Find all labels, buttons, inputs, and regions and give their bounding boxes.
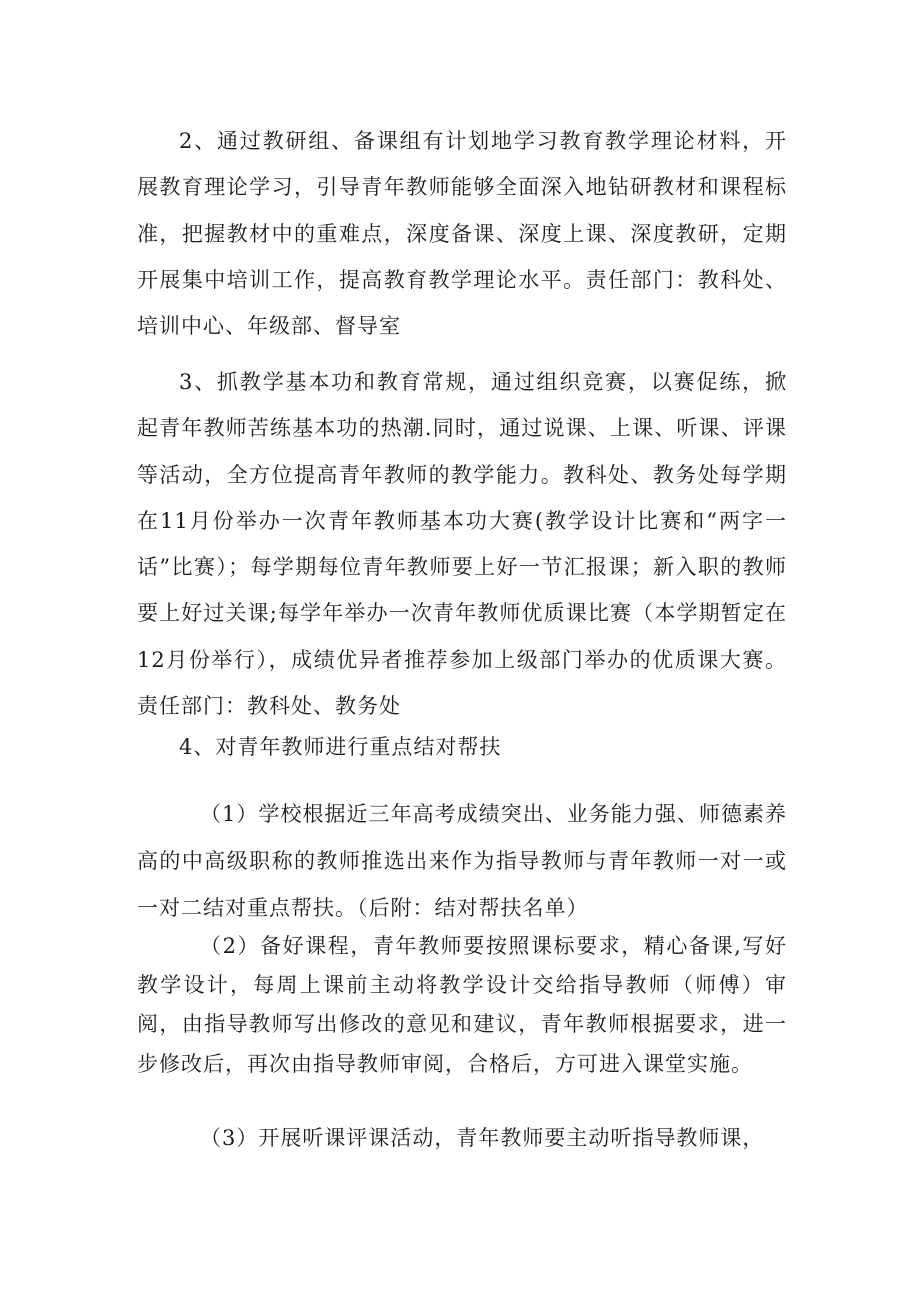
paragraph-subitem-1: （1）学校根据近三年高考成绩突出、业务能力强、师德素养高的中高级职称的教师推选出来作为指导教师与青年教师一对一或一对二结对重点帮扶。（后附：结对帮扶名单）: [137, 802, 787, 920]
paragraph-item-4-heading: 4、对青年教师进行重点结对帮扶: [179, 735, 502, 759]
paragraph-subitem-2: （2）备好课程，青年教师要按照课标要求，精心备课,写好教学设计，每周上课前主动将教学设计交给指导教师（师傅）审阅，由指导教师写出修改的意见和建议，青年教师根据要求，进一步修改后，再次由指导教师审阅，合格后，方可进入课堂实施。: [137, 934, 787, 1076]
paragraph-item-2: 2、通过教研组、备课组有计划地学习教育教学理论材料，开展教育理论学习，引导青年教师能够全面深入地钻研教材和课程标准，把握教材中的重难点，深度备课、深度上课、深度教研，定期开展集中培训工作，提高教育教学理论水平。责任部门：教科处、培训中心、年级部、督导室: [137, 129, 787, 339]
paragraph-item-3: 3、抓教学基本功和教育常规，通过组织竞赛，以赛促练，掀起青年教师苦练基本功的热潮.同时，通过说课、上课、听课、评课等活动，全方位提高青年教师的教学能力。教科处、教务处每学期在11月份举办一次青年教师基本功大赛(教学设计比赛和“两字一话”比赛）；每学期每位青年教师要上好一节汇报课；新入职的教师要上好过关课;每学年举办一次青年教师优质课比赛（本学期暂定在12月份举行），成绩优异者推荐参加上级部门举办的优质课大赛。责任部门：教科处、教务处: [137, 370, 787, 719]
paragraph-subitem-3: （3）开展听课评课活动，青年教师要主动听指导教师课，: [200, 1126, 765, 1150]
